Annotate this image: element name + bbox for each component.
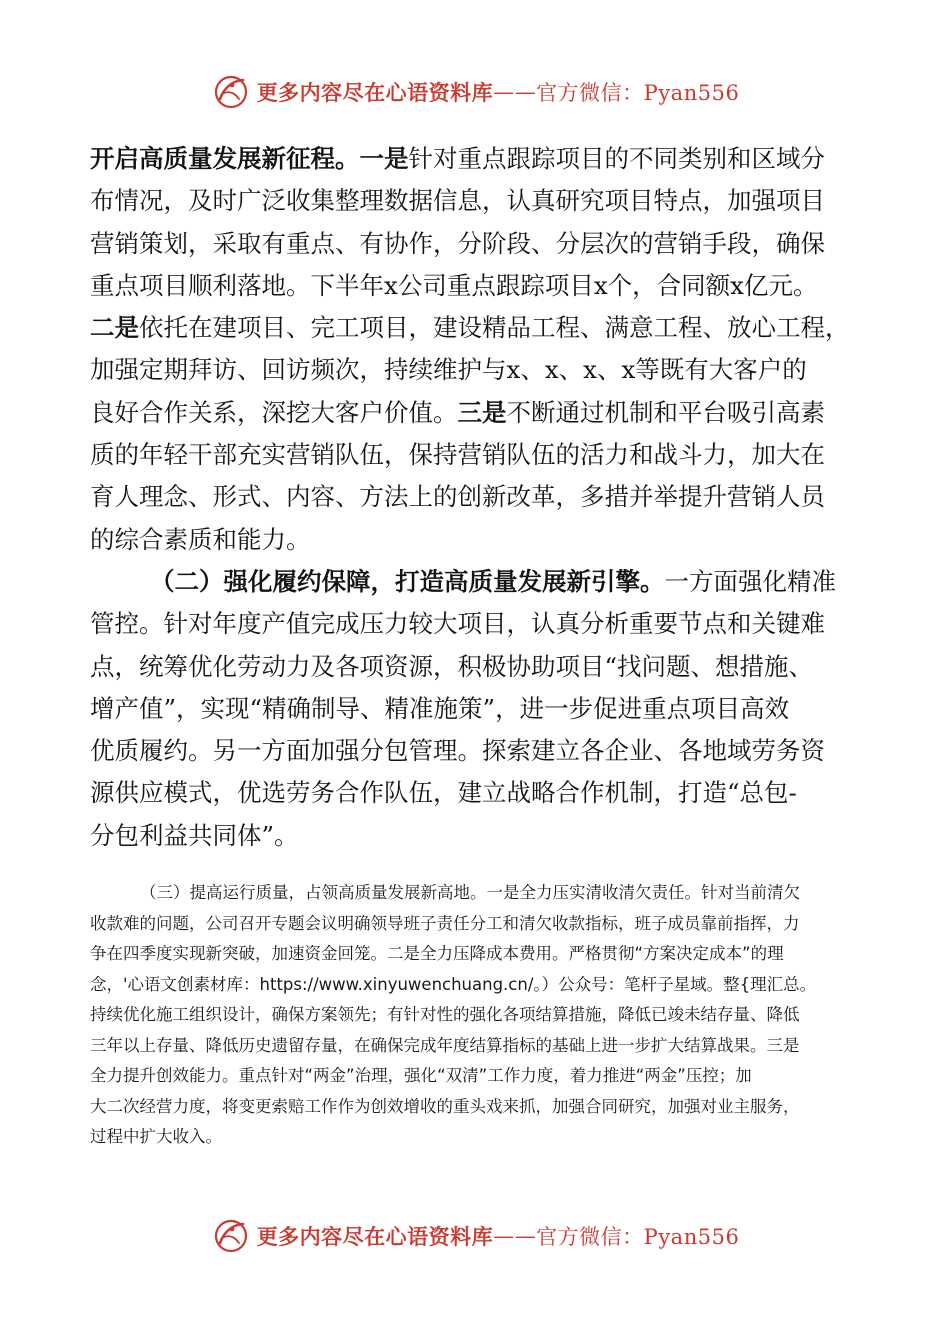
text-line [90, 307, 875, 349]
small-text-line: 三年以上存量、降低历史遗留存量，在确保完成年度结算指标的基础上进一步扩大结算战果。三是 [90, 1035, 800, 1055]
brand-logo-icon [211, 72, 251, 112]
banner-dash: —— [493, 1224, 537, 1248]
text-run: 针对重点跟踪项目的不同类别和区域分 [408, 144, 825, 173]
small-text-line: 念，'心语文创素材库：https://www.xinyuwenchuang.cn/。）公众号：笔杆子星域。整{理汇总。 [90, 974, 817, 994]
text-run: 一方面强化精准 [664, 566, 836, 596]
small-text-line: 持续优化施工组织设计，确保方案领先；有针对性的强化各项结算措施，降低已竣未结存量、降低 [90, 1005, 800, 1024]
banner-wechat-text: 官方微信：Pyan556 [536, 1225, 740, 1249]
small-text-line: 过程中扩大收入。 [90, 1127, 222, 1146]
small-text-line: 争在四季度实现新突破，加速资金回笼。二是全力压降成本费用。严格贯彻“方案决定成本”的理 [90, 944, 784, 963]
text-line: 增产值”，实现“精确制导、精准施策”，进一步促进重点项目高效 [90, 693, 790, 723]
section-heading: 开启高质量发展新征程。 [90, 144, 360, 173]
brand-logo-icon [211, 1216, 251, 1256]
text-line: 优质履约。另一方面加强分包管理。探索建立各企业、各地域劳务资 [90, 736, 825, 766]
text-line: 的综合素质和能力。 [90, 524, 311, 554]
text-line: 营销策划，采取有重点、有协作，分阶段、分层次的营销手段，确保 [90, 228, 825, 258]
text-run: 良好合作关系，深挖大客户价值。 [90, 397, 458, 427]
text-run: 依托在建项目、完工项目，建设精品工程、满意工程、放心工程， [139, 313, 850, 343]
small-text-block [90, 878, 870, 1153]
banner-brand-text: 更多内容尽在心语资料库 [256, 80, 494, 105]
body-text-block [90, 138, 875, 857]
banner-wechat-text: 官方微信：Pyan556 [536, 81, 740, 105]
footer-banner [0, 1216, 950, 1256]
item-lead: 一是 [359, 144, 409, 173]
small-text-line: 全力提升创效能力。重点针对“两金”治理，强化“双清”工作力度，着力推进“两金”压控；加 [90, 1066, 752, 1085]
item-lead: 二是 [90, 313, 139, 343]
item-lead: 三是 [457, 397, 507, 427]
banner-brand-text: 更多内容尽在心语资料库 [256, 1224, 494, 1249]
text-line [90, 561, 875, 603]
header-banner [0, 72, 950, 112]
text-line [90, 138, 875, 180]
text-line: 源供应模式，优选劳务合作队伍，建立战略合作机制，打造“总包- [90, 778, 797, 808]
text-line: 重点项目顺利落地。下半年x公司重点跟踪项目x个，合同额x亿元。 [90, 270, 818, 300]
section-heading: （二）强化履约保障，打造高质量发展新引擎。 [150, 566, 665, 596]
text-line: 加强定期拜访、回访频次，持续维护与x、x、x、x等既有大客户的 [90, 355, 807, 385]
text-line: 点，统筹优化劳动力及各项资源，积极协助项目“找问题、想措施、 [90, 651, 814, 681]
text-line: 育人理念、形式、内容、方法上的创新改革，多措并举提升营销人员 [90, 482, 825, 512]
banner-dash: —— [493, 80, 537, 104]
small-text-line: 收款难的问题，公司召开专题会议明确领导班子责任分工和清欠收款指标，班子成员靠前指挥，力 [90, 913, 800, 933]
text-line [90, 392, 875, 434]
text-line: 分包利益共同体”。 [90, 820, 299, 850]
text-line: 质的年轻干部充实营销队伍，保持营销队伍的活力和战斗力，加大在 [90, 440, 825, 470]
text-line: 管控。针对年度产值完成压力较大项目，认真分析重要节点和关键难 [90, 609, 825, 639]
text-line: 布情况，及时广泛收集整理数据信息，认真研究项目特点，加强项目 [90, 186, 825, 216]
small-text-line: （三）提高运行质量，占领高质量发展新高地。一是全力压实清收清欠责任。针对当前清欠 [140, 883, 800, 902]
text-run: 不断通过机制和平台吸引高素 [506, 397, 825, 427]
small-text-line: 大二次经营力度，将变更索赔工作作为创效增收的重头戏来抓，加强合同研究，加强对业主服务， [90, 1096, 800, 1116]
